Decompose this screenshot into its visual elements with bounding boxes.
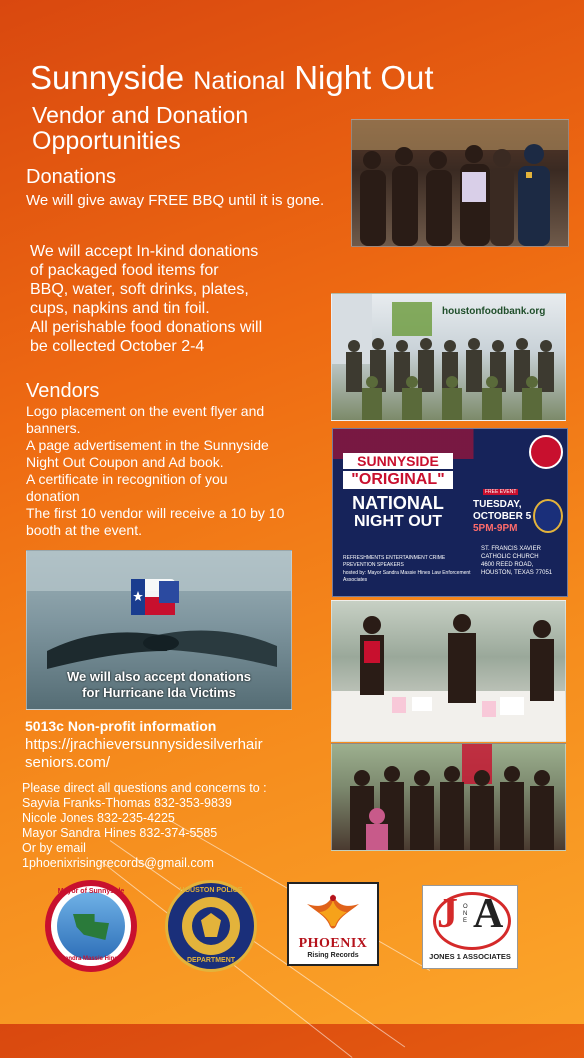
vendors-text [26,403,326,539]
vendor-line: A certificate in recognition of you [26,471,228,487]
vendor-line: donation [26,488,80,504]
hurricane-caption [27,669,291,701]
vendor-line: Night Out Coupon and Ad book. [26,454,224,470]
mayor-seal-logo [45,880,137,972]
jones-name: JONES 1 ASSOCIATES [429,952,511,961]
nonprofit-heading: 5013c Non-profit information [25,718,217,734]
title-part-national: National [193,67,286,95]
flyer-features: REFRESHMENTS ENTERTAINMENT CRIME PREVENTION SPEAKERS [343,555,446,568]
flyer-police-badge-icon [533,499,563,533]
page-title [30,58,434,101]
flyer-line: NATIONAL [352,493,444,513]
phoenix-rising-logo [287,882,379,966]
phoenix-sub: Rising Records [307,952,359,959]
flyer-venue-line: ST. FRANCIS XAVIER [481,546,541,552]
contacts-email[interactable]: 1phoenixrisingrecords@gmail.com [22,856,214,870]
flyer-venue-line: 4600 REED ROAD, [481,562,534,568]
nonprofit-url[interactable] [25,736,263,772]
houston-police-logo [165,880,257,972]
flyer-free: FREE EVENT [485,489,517,495]
contact-person: Nicole Jones 832-235-4225 [22,811,175,825]
nonprofit-url-line[interactable]: https://jrachieversunnysidesilverhair [25,736,263,753]
flyer-mayor-seal-icon [529,435,563,469]
group-photo [331,743,566,851]
subtitle-line-1: Vendor and Donation [32,102,249,128]
hurricane-caption-line: for Hurricane Ida Victims [82,685,236,700]
flyer-date-line: TUESDAY, [473,499,522,510]
volunteer-group [332,294,565,420]
hurricane-caption-line: We will also accept donations [67,669,251,684]
jones-letter-j: J [437,891,458,937]
jones-one-text: ONE [463,904,468,924]
vendors-heading: Vendors [26,380,100,402]
inkind-line: of packaged food items for [30,262,219,279]
donations-bbq-text: We will give away FREE BBQ until it is gone. [26,192,325,209]
volunteers-illustration [332,601,565,741]
police-top-text: HOUSTON POLICE [179,887,243,894]
contacts-intro: Please direct all questions and concerns to : [22,781,267,795]
flyer-venue-line: HOUSTON, TEXAS 77051 [481,570,553,576]
foodbank-photo [331,293,566,421]
phoenix-name: PHOENIX [298,936,368,951]
foodbank-name: houstonfoodbank.org [442,306,546,317]
mayor-seal-bottom: Sandra Massie Hines [60,956,122,962]
inkind-line: All perishable food donations will [30,319,263,336]
flyer-line: SUNNYSIDE [343,453,453,469]
flyer-headline [343,453,453,531]
phoenix-bird-icon [289,886,377,940]
mayor-seal-top: Mayor of Sunnyside [57,888,125,895]
inkind-line: be collected October 2-4 [30,338,205,355]
inkind-line: cups, napkins and tin foil. [30,300,210,317]
jones-associates-logo [422,885,518,969]
flyer-date [473,499,533,535]
group-silhouettes [332,744,565,850]
jones-letter-a: A [473,891,504,937]
vendor-line: booth at the event. [26,522,142,538]
police-bottom-text: DEPARTMENT [186,957,236,964]
subtitle-line-2: Opportunities [32,127,181,155]
flyer-host: hosted by: Mayor Sandra Massie Hines Law Enforcement Associates [343,570,471,583]
donations-heading: Donations [26,166,117,188]
flyer-line: NIGHT OUT [354,513,442,530]
contacts-block [22,781,322,871]
vendor-line: The first 10 vendor will receive a 10 by 10 [26,505,285,521]
flyer-date-line: OCTOBER 5 [473,511,532,522]
contacts-email-label: Or by email [22,841,86,855]
inkind-line: We will accept In-kind donations [30,243,259,260]
nonprofit-url-line[interactable]: seniors.com/ [25,754,111,771]
vendor-line: banners. [26,420,81,436]
inkind-line: BBQ, water, soft drinks, plates, [30,281,249,298]
title-part-night-out: Night Out [294,59,434,96]
donations-inkind-text [30,242,320,356]
title-part-sunnyside: Sunnyside [30,59,185,96]
contact-person: Mayor Sandra Hines 832-374-5585 [22,826,218,840]
hurricane-image [26,550,292,710]
flyer-time: 5PM-9PM [473,523,518,534]
vendor-line: Logo placement on the event flyer and [26,403,265,419]
community-photo [351,119,569,247]
vendor-line: A page advertisement in the Sunnyside [26,437,269,453]
flyer-venue [481,545,565,577]
event-flyer [332,428,568,597]
flyer-venue-line: CATHOLIC CHURCH [481,554,539,560]
contact-person: Sayvia Franks-Thomas 832-353-9839 [22,796,232,810]
people-silhouettes [352,120,568,246]
event-prep-photo [331,600,566,742]
flyer-line: "ORIGINAL" [343,471,453,489]
